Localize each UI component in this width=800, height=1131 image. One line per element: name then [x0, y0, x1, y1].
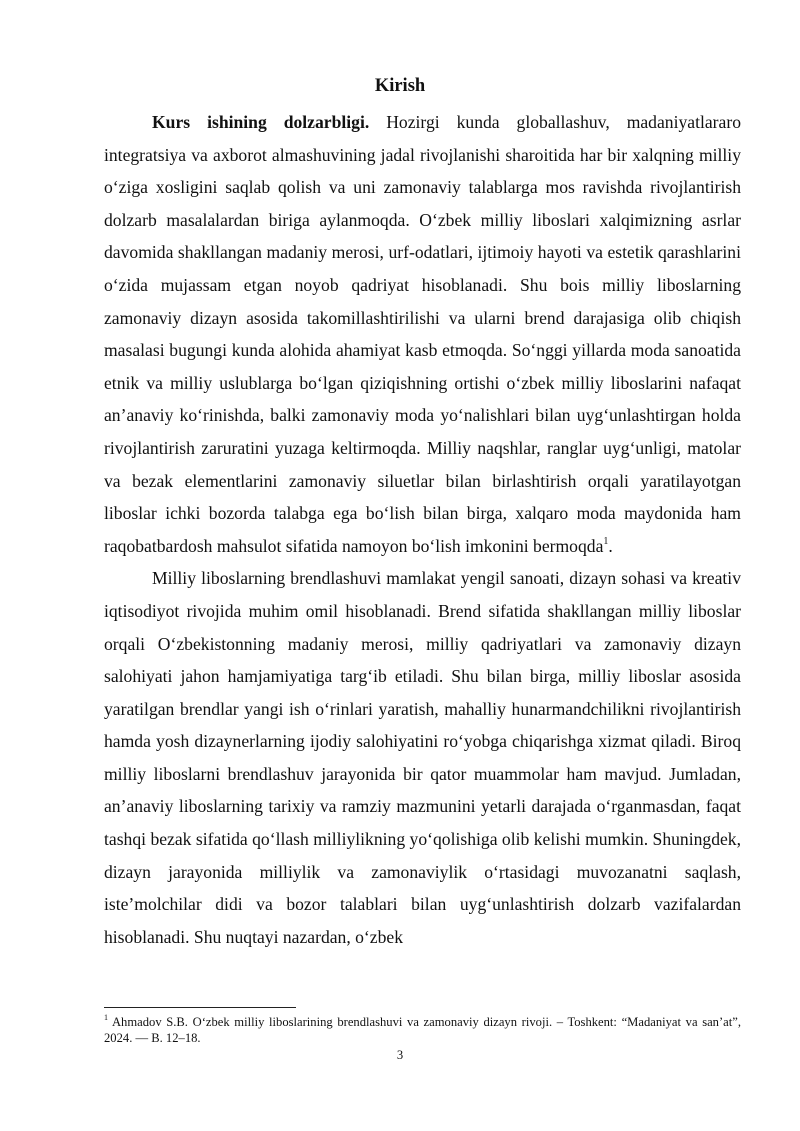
paragraph-branding: Milliy liboslarning brendlashuvi mamlakat yengil sanoati, dizayn sohasi va kreativ iqtisodiyot rivojida muhim omil hisoblanadi. Brend sifatida shakllangan milliy liboslar orqali O‘zbekistonning madaniy merosi, milliy qadriyatlari va zamonaviy dizayn salohiyati jahon hamjamiyatiga targ‘ib etiladi. Shu bilan birga, milliy liboslar asosida yaratilgan brendlar yangi ish o‘rinlari yaratish, mahalliy hunarmandchilikni rivojlantirish hamda yosh dizaynerlarning ijodiy salohiyatini ro‘yobga chiqarishga xizmat qiladi. Biroq milliy liboslarni brendlashuv jarayonida bir qator muammolar ham mavjud. Jumladan, an’anaviy liboslarning tarixiy va ramziy mazmunini yetarli darajada o‘rganmasdan, faqat tashqi bezak sifatida qo‘llash milliylikning yo‘qolishiga olib kelishi mumkin. Shuningdek, dizayn jarayonida milliylik va zamonaviylik o‘rtasidagi muvozanatni saqlash, iste’molchilar didi va bozor talablari bilan uyg‘unlashtirish dolzarb vazifalardan hisoblanadi. Shu nuqtayi nazardan, o‘zbek [104, 568, 741, 947]
footnote-marker: 1 [104, 1012, 108, 1022]
paragraph-text: Hozirgi kunda globallashuv, madaniyatlararo integratsiya va axborot almashuvining jadal rivojlanishi sharoitida har bir xalqning milliy o‘ziga xosligini saqlab qolish va uni zamonaviy talablarga mos ravishda rivojlantirish dolzarb masalalardan biriga aylanmoqda. O‘zbek milliy liboslari xalqimizning asrlar davomida shakllangan madaniy merosi, urf-odatlari, ijtimoiy hayoti va estetik qarashlarini o‘zida mujassam etgan noyob qadriyat hisoblanadi. Shu bois milliy liboslarning zamonaviy dizayn asosida takomillashtirilishi va ularni brend darajasiga olib chiqish masalasi bugungi kunda alohida ahamiyat kasb etmoqda. So‘nggi yillarda moda sanoatida etnik va milliy uslublarga bo‘lgan qiziqishning ortishi o‘zbek milliy liboslarini nafaqat an’anaviy ko‘rinishda, balki zamonaviy moda yo‘nalishlari bilan uyg‘unlashtirgan holda rivojlantirish zaruratini yuzaga keltirmoqda. Milliy naqshlar, ranglar uyg‘unligi, matolar va bezak elementlarini zamonaviy siluetlar bilan birlashtirish orqali yaratilayotgan liboslar ichki bozorda talabga ega bo‘lish bilan birga, xalqaro moda maydonida ham raqobatbardosh mahsulot sifatida namoyon bo‘lish imkonini bermoqda [104, 112, 741, 556]
footnote [104, 1014, 741, 1046]
paragraph-lead: Kurs ishining dolzarbligi. [152, 112, 370, 132]
paragraph-end: . [608, 535, 613, 556]
footnote-divider [104, 1007, 296, 1008]
footnote-text: Ahmadov S.B. O‘zbek milliy liboslarining brendlashuvi va zamonaviy dizayn rivoji. – Toshkent: “Madaniyat va san’at”, 2024. — B. 12–18. [104, 1015, 741, 1045]
paragraph-relevance [104, 106, 741, 562]
section-title: Kirish [374, 76, 426, 96]
body-text [104, 106, 741, 953]
page-number: 3 [396, 1048, 404, 1062]
footnote-reference[interactable]: 1 [603, 535, 609, 547]
